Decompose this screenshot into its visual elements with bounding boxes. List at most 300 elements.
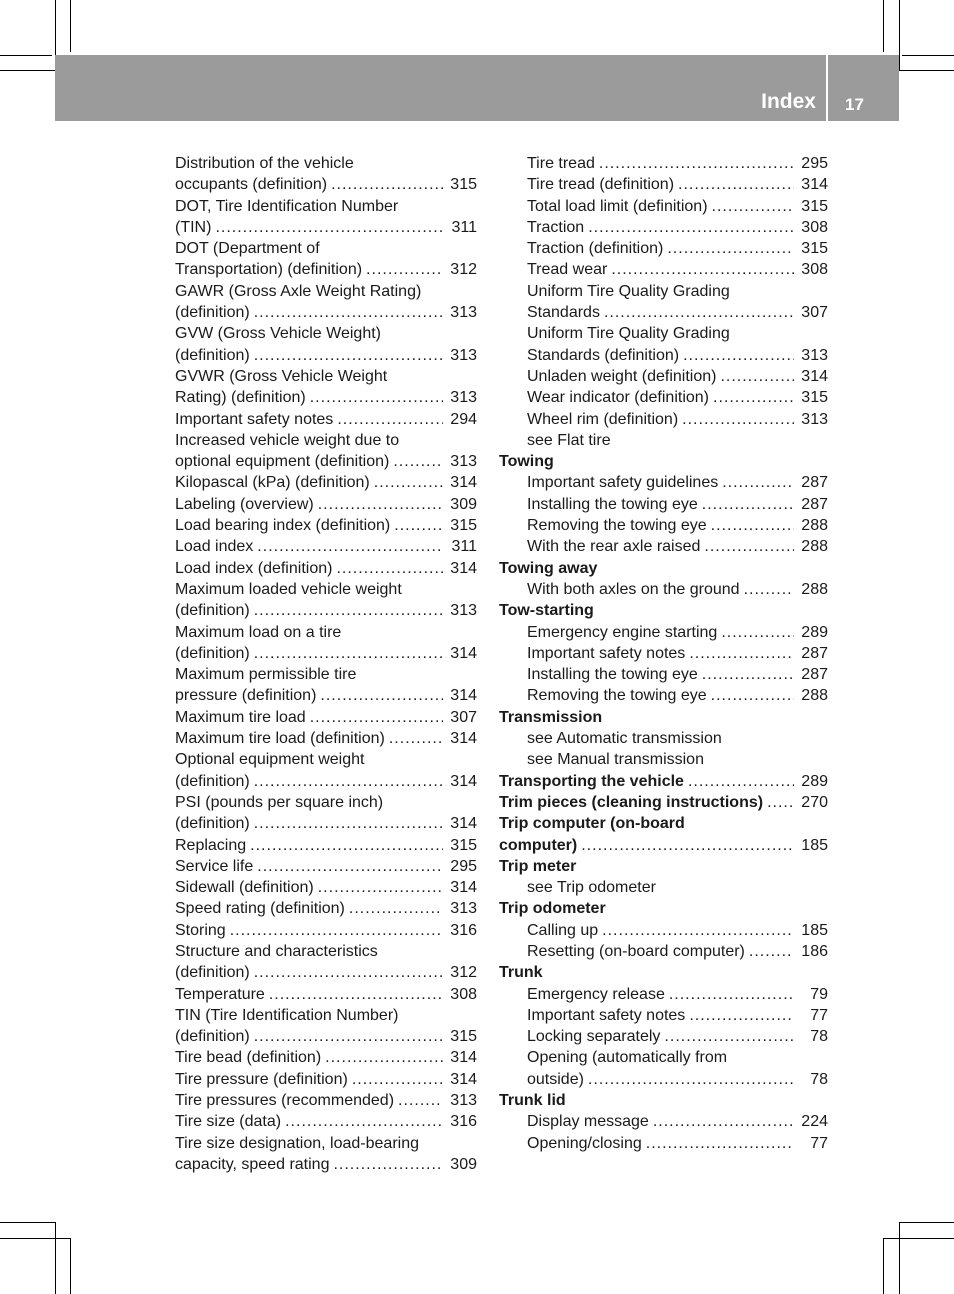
index-entry xyxy=(499,920,828,941)
crop-mark xyxy=(0,55,52,56)
index-entry-page: 294 xyxy=(450,410,477,428)
index-entry xyxy=(175,749,477,770)
index-entry xyxy=(499,664,828,685)
dot-leader xyxy=(269,984,443,1005)
index-entry xyxy=(499,259,828,280)
index-entry-text: (definition) xyxy=(175,304,250,322)
index-entry-page: 314 xyxy=(450,559,477,577)
index-entry xyxy=(175,813,477,834)
dot-leader xyxy=(254,813,443,834)
index-entry xyxy=(499,749,828,770)
dot-leader xyxy=(581,835,794,856)
dot-leader xyxy=(667,238,794,259)
index-entry-text: see Manual transmission xyxy=(527,751,704,769)
index-entry-text: Emergency engine starting xyxy=(527,623,718,641)
index-entry xyxy=(499,898,828,919)
index-entry xyxy=(175,984,477,1005)
crop-mark xyxy=(70,0,71,52)
crop-mark xyxy=(899,0,900,70)
index-entry xyxy=(499,600,828,621)
dot-leader xyxy=(389,728,443,749)
index-entry-page: 315 xyxy=(450,836,477,854)
index-entry-page: 186 xyxy=(801,942,828,960)
index-entry-text: Removing the towing eye xyxy=(527,687,707,705)
index-entry-text: With both axles on the ground xyxy=(527,580,740,598)
index-entry xyxy=(499,1069,828,1090)
index-entry-page: 315 xyxy=(801,240,828,258)
dot-leader xyxy=(310,387,443,408)
index-entry xyxy=(175,366,477,387)
index-entry xyxy=(175,685,477,706)
index-entry xyxy=(175,451,477,472)
index-entry-text: Tire tread (definition) xyxy=(527,176,675,194)
index-entry xyxy=(175,707,477,728)
index-entry-page: 314 xyxy=(450,772,477,790)
index-column-left xyxy=(175,153,477,1175)
index-entry xyxy=(499,1090,828,1111)
index-entry xyxy=(499,792,828,813)
index-entry xyxy=(499,409,828,430)
index-entry-text: Tire size (data) xyxy=(175,1113,282,1131)
index-entry xyxy=(499,1005,828,1026)
index-entry-page: 315 xyxy=(801,389,828,407)
crop-mark xyxy=(0,1238,70,1239)
index-entry-text: Maximum permissible tire xyxy=(175,666,357,684)
index-entry xyxy=(499,430,828,451)
index-entry-text: pressure (definition) xyxy=(175,687,317,705)
index-entry-page: 287 xyxy=(801,666,828,684)
index-entry-page: 316 xyxy=(450,921,477,939)
index-entry-text: Load index (definition) xyxy=(175,559,333,577)
index-entry xyxy=(175,962,477,983)
index-entry-page: 288 xyxy=(801,538,828,556)
dot-leader xyxy=(254,600,443,621)
index-entry-text: Tire tread xyxy=(527,155,595,172)
index-entry-text: Unladen weight (definition) xyxy=(527,367,717,385)
dot-leader xyxy=(712,196,794,217)
index-entry-text: Replacing xyxy=(175,836,247,854)
index-entry xyxy=(175,387,477,408)
index-entry-page: 185 xyxy=(801,836,828,854)
index-entry-text: Trunk lid xyxy=(499,1092,566,1110)
crop-mark xyxy=(883,0,884,52)
index-entry xyxy=(499,323,828,344)
dot-leader xyxy=(254,962,443,983)
index-entry xyxy=(175,494,477,515)
index-entry-page: 295 xyxy=(450,857,477,875)
index-entry-text: Locking separately xyxy=(527,1028,661,1046)
index-entry-text: Traction (definition) xyxy=(527,240,664,258)
index-entry xyxy=(175,856,477,877)
index-entry-text: Sidewall (definition) xyxy=(175,879,314,897)
index-entry-text: outside) xyxy=(527,1070,584,1088)
dot-leader xyxy=(331,174,443,195)
dot-leader xyxy=(702,664,794,685)
crop-mark xyxy=(899,1222,900,1294)
index-entry-page: 78 xyxy=(810,1070,828,1088)
index-entry xyxy=(499,494,828,515)
dot-leader xyxy=(669,984,794,1005)
index-entry-text: Important safety notes xyxy=(175,410,334,428)
index-entry-text: see Trip odometer xyxy=(527,879,656,897)
dot-leader xyxy=(599,153,794,174)
index-entry-text: optional equipment (definition) xyxy=(175,453,390,471)
index-entry-text: (definition) xyxy=(175,644,250,662)
page-title: Index xyxy=(761,90,816,113)
dot-leader xyxy=(336,558,443,579)
index-entry-text: Standards xyxy=(527,304,600,322)
page-number: 17 xyxy=(845,95,864,114)
index-entry xyxy=(175,771,477,792)
index-entry-page: 289 xyxy=(801,772,828,790)
index-entry xyxy=(499,281,828,302)
index-entry-page: 311 xyxy=(451,218,477,236)
crop-mark xyxy=(0,1222,55,1223)
dot-leader xyxy=(611,259,794,280)
index-entry-page: 77 xyxy=(810,1006,828,1024)
index-entry-page: 78 xyxy=(810,1028,828,1046)
index-entry xyxy=(175,664,477,685)
index-entry-text: Tire bead (definition) xyxy=(175,1049,322,1067)
dot-leader xyxy=(393,451,443,472)
index-entry xyxy=(499,771,828,792)
index-entry xyxy=(499,1047,828,1068)
dot-leader xyxy=(744,579,794,600)
index-entry-text: Maximum load on a tire xyxy=(175,623,342,641)
index-entry-text: Temperature xyxy=(175,985,265,1003)
index-entry-text: Traction xyxy=(527,218,585,236)
dot-leader xyxy=(318,494,443,515)
index-entry-page: 314 xyxy=(450,815,477,833)
index-entry-text: Tread wear xyxy=(527,261,608,279)
index-entry xyxy=(175,600,477,621)
dot-leader xyxy=(713,387,794,408)
index-entry-text: Distribution of the vehicle xyxy=(175,155,354,172)
dot-leader xyxy=(689,643,794,664)
index-entry xyxy=(175,174,477,195)
index-entry-text: Transmission xyxy=(499,708,603,726)
index-entry xyxy=(499,877,828,898)
index-entry-text: Removing the towing eye xyxy=(527,517,707,535)
dot-leader xyxy=(711,515,794,536)
index-entry xyxy=(175,323,477,344)
dot-leader xyxy=(689,1005,794,1026)
index-entry-page: 288 xyxy=(801,517,828,535)
index-entry xyxy=(499,387,828,408)
index-entry-text: occupants (definition) xyxy=(175,176,328,194)
index-entry-page: 315 xyxy=(801,197,828,215)
index-entry xyxy=(175,622,477,643)
index-entry-text: computer) xyxy=(499,836,578,854)
dot-leader xyxy=(230,920,443,941)
index-entry-text: Uniform Tire Quality Grading xyxy=(527,325,730,343)
index-entry-text: Towing away xyxy=(499,559,598,577)
index-entry xyxy=(499,238,828,259)
index-entry-text: (definition) xyxy=(175,815,250,833)
index-entry xyxy=(175,196,477,217)
dot-leader xyxy=(285,1111,443,1132)
index-entry-text: Service life xyxy=(175,857,254,875)
index-entry-text: With the rear axle raised xyxy=(527,538,701,556)
index-entry xyxy=(499,472,828,493)
index-entry-page: 314 xyxy=(450,1049,477,1067)
index-entry-text: Important safety guidelines xyxy=(527,474,719,492)
index-entry-page: 314 xyxy=(450,687,477,705)
index-entry-text: Trunk xyxy=(499,964,543,982)
crop-mark xyxy=(70,1238,71,1294)
index-entry-page: 308 xyxy=(450,985,477,1003)
dot-leader xyxy=(310,707,443,728)
index-entry-text: Maximum tire load (definition) xyxy=(175,730,385,748)
index-entry-text: Structure and characteristics xyxy=(175,942,378,960)
index-entry-page: 313 xyxy=(450,346,477,364)
index-entry-text: Rating) (definition) xyxy=(175,389,306,407)
index-entry-page: 79 xyxy=(810,985,828,1003)
dot-leader xyxy=(749,941,794,962)
index-entry-page: 288 xyxy=(801,580,828,598)
index-entry-page: 224 xyxy=(801,1113,828,1131)
dot-leader xyxy=(604,302,794,323)
dot-leader xyxy=(683,345,794,366)
index-entry-page: 314 xyxy=(450,644,477,662)
index-entry xyxy=(175,1154,477,1175)
index-entry-text: capacity, speed rating xyxy=(175,1155,330,1173)
index-entry xyxy=(499,941,828,962)
index-entry-text: Load bearing index (definition) xyxy=(175,517,391,535)
index-entry-text: Increased vehicle weight due to xyxy=(175,431,400,449)
index-column-right xyxy=(499,153,828,1154)
index-entry-text: (TIN) xyxy=(175,218,212,236)
dot-leader xyxy=(704,536,794,557)
index-entry-page: 314 xyxy=(450,474,477,492)
index-entry xyxy=(499,707,828,728)
index-entry xyxy=(499,813,828,834)
header-divider xyxy=(826,55,828,121)
dot-leader xyxy=(394,515,443,536)
index-entry-text: Uniform Tire Quality Grading xyxy=(527,282,730,300)
dot-leader xyxy=(352,1069,443,1090)
index-entry xyxy=(175,1090,477,1111)
index-entry-page: 313 xyxy=(450,453,477,471)
index-entry xyxy=(175,792,477,813)
index-entry-page: 315 xyxy=(450,176,477,194)
index-entry xyxy=(499,856,828,877)
dot-leader xyxy=(349,898,443,919)
index-entry xyxy=(175,281,477,302)
dot-leader xyxy=(254,771,443,792)
index-entry xyxy=(175,920,477,941)
index-entry-page: 309 xyxy=(450,1155,477,1173)
index-entry xyxy=(175,1005,477,1026)
index-entry-page: 313 xyxy=(450,304,477,322)
index-entry xyxy=(499,685,828,706)
dot-leader xyxy=(721,622,794,643)
index-entry xyxy=(175,302,477,323)
index-entry-text: Opening/closing xyxy=(527,1134,642,1152)
index-entry-page: 314 xyxy=(801,367,828,385)
dot-leader xyxy=(257,536,443,557)
index-entry-page: 313 xyxy=(450,900,477,918)
index-entry-text: Trip meter xyxy=(499,857,577,875)
dot-leader xyxy=(646,1133,794,1154)
index-entry xyxy=(499,728,828,749)
index-entry xyxy=(175,643,477,664)
index-entry-text: GVW (Gross Vehicle Weight) xyxy=(175,325,381,343)
dot-leader xyxy=(702,494,794,515)
index-entry-text: Maximum tire load xyxy=(175,708,306,726)
index-entry-page: 312 xyxy=(450,964,477,982)
index-entry-text: Optional equipment weight xyxy=(175,751,365,769)
page-header xyxy=(55,55,899,121)
dot-leader xyxy=(653,1111,794,1132)
index-entry xyxy=(175,217,477,238)
index-entry xyxy=(175,536,477,557)
index-entry-text: Load index xyxy=(175,538,254,556)
crop-mark xyxy=(884,1238,954,1239)
index-entry-text: Trip odometer xyxy=(499,900,606,918)
index-entry-page: 185 xyxy=(801,921,828,939)
index-entry-page: 309 xyxy=(450,495,477,513)
index-entry-page: 312 xyxy=(450,261,477,279)
index-entry-text: Wear indicator (definition) xyxy=(527,389,710,407)
index-entry-text: Wheel rim (definition) xyxy=(527,410,679,428)
index-entry-page: 270 xyxy=(801,793,828,811)
index-entry-text: (definition) xyxy=(175,772,250,790)
index-entry-text: Standards (definition) xyxy=(527,346,680,364)
index-entry-text: Transporting the vehicle xyxy=(499,772,684,790)
dot-leader xyxy=(722,472,794,493)
index-entry-text: Resetting (on-board computer) xyxy=(527,942,745,960)
index-entry xyxy=(175,1026,477,1047)
index-entry xyxy=(499,835,828,856)
index-entry xyxy=(499,174,828,195)
index-entry-text: Installing the towing eye xyxy=(527,666,698,684)
index-entry-page: 287 xyxy=(801,644,828,662)
index-entry-page: 314 xyxy=(450,1070,477,1088)
index-entry xyxy=(175,472,477,493)
index-entry-page: 314 xyxy=(450,730,477,748)
index-entry xyxy=(499,1111,828,1132)
index-entry-text: (definition) xyxy=(175,964,250,982)
dot-leader xyxy=(602,920,794,941)
index-entry-page: 313 xyxy=(450,602,477,620)
index-entry-text: GVWR (Gross Vehicle Weight xyxy=(175,367,388,385)
index-entry-page: 308 xyxy=(801,261,828,279)
index-entry-page: 295 xyxy=(801,155,828,172)
dot-leader xyxy=(682,409,794,430)
index-entry-text: Storing xyxy=(175,921,226,939)
index-entry-text: Maximum loaded vehicle weight xyxy=(175,580,402,598)
index-entry xyxy=(175,898,477,919)
index-entry xyxy=(499,558,828,579)
index-entry xyxy=(499,1026,828,1047)
index-entry-text: see Flat tire xyxy=(527,431,611,449)
index-entry-text: Tire pressures (recommended) xyxy=(175,1092,395,1110)
index-entry-text: Towing xyxy=(499,453,554,471)
index-entry xyxy=(175,345,477,366)
index-entry xyxy=(175,238,477,259)
index-entry xyxy=(499,153,828,174)
index-entry xyxy=(499,579,828,600)
index-entry xyxy=(175,259,477,280)
crop-mark xyxy=(883,1238,884,1294)
dot-leader xyxy=(398,1090,443,1111)
index-entry xyxy=(499,451,828,472)
crop-mark xyxy=(55,1222,56,1294)
index-entry-text: see Automatic transmission xyxy=(527,730,722,748)
dot-leader xyxy=(678,174,794,195)
dot-leader xyxy=(325,1047,443,1068)
index-entry xyxy=(175,558,477,579)
index-entry-text: GAWR (Gross Axle Weight Rating) xyxy=(175,282,422,300)
index-entry xyxy=(499,643,828,664)
index-entry-text: Speed rating (definition) xyxy=(175,900,345,918)
index-entry-page: 313 xyxy=(801,410,828,428)
dot-leader xyxy=(254,1026,443,1047)
index-entry-text: Installing the towing eye xyxy=(527,495,698,513)
index-entry xyxy=(175,1111,477,1132)
index-entry xyxy=(175,579,477,600)
index-entry-text: Emergency release xyxy=(527,985,665,1003)
dot-leader xyxy=(254,345,443,366)
index-entry xyxy=(175,728,477,749)
index-entry-page: 307 xyxy=(450,708,477,726)
dot-leader xyxy=(588,217,794,238)
index-entry xyxy=(499,962,828,983)
index-entry-text: Tire pressure (definition) xyxy=(175,1070,348,1088)
dot-leader xyxy=(688,771,794,792)
index-entry xyxy=(499,984,828,1005)
index-entry xyxy=(175,153,477,174)
index-entry xyxy=(175,1047,477,1068)
index-entry-text: DOT (Department of xyxy=(175,240,320,258)
index-entry xyxy=(175,835,477,856)
index-entry xyxy=(499,622,828,643)
index-entry-page: 313 xyxy=(450,1092,477,1110)
index-entry-page: 289 xyxy=(801,623,828,641)
dot-leader xyxy=(720,366,794,387)
dot-leader xyxy=(254,643,443,664)
index-entry-text: DOT, Tire Identification Number xyxy=(175,197,399,215)
index-entry-page: 315 xyxy=(450,1028,477,1046)
index-entry xyxy=(175,430,477,451)
index-entry xyxy=(499,196,828,217)
index-entry-page: 288 xyxy=(801,687,828,705)
index-entry xyxy=(175,515,477,536)
dot-leader xyxy=(767,792,794,813)
index-entry-page: 314 xyxy=(450,879,477,897)
index-entry-text: Trim pieces (cleaning instructions) xyxy=(499,793,764,811)
dot-leader xyxy=(337,409,443,430)
dot-leader xyxy=(250,835,443,856)
dot-leader xyxy=(318,877,443,898)
index-entry xyxy=(499,217,828,238)
index-entry xyxy=(175,941,477,962)
dot-leader xyxy=(374,472,443,493)
dot-leader xyxy=(366,259,443,280)
dot-leader xyxy=(588,1069,794,1090)
index-entry-text: PSI (pounds per square inch) xyxy=(175,793,384,811)
index-entry xyxy=(499,536,828,557)
index-entry-text: Kilopascal (kPa) (definition) xyxy=(175,474,370,492)
index-entry-text: Display message xyxy=(527,1113,649,1131)
dot-leader xyxy=(257,856,443,877)
dot-leader xyxy=(320,685,443,706)
index-entry-page: 307 xyxy=(801,304,828,322)
index-entry-text: Important safety notes xyxy=(527,1006,686,1024)
index-entry-page: 287 xyxy=(801,474,828,492)
index-entry-text: Labeling (overview) xyxy=(175,495,314,513)
